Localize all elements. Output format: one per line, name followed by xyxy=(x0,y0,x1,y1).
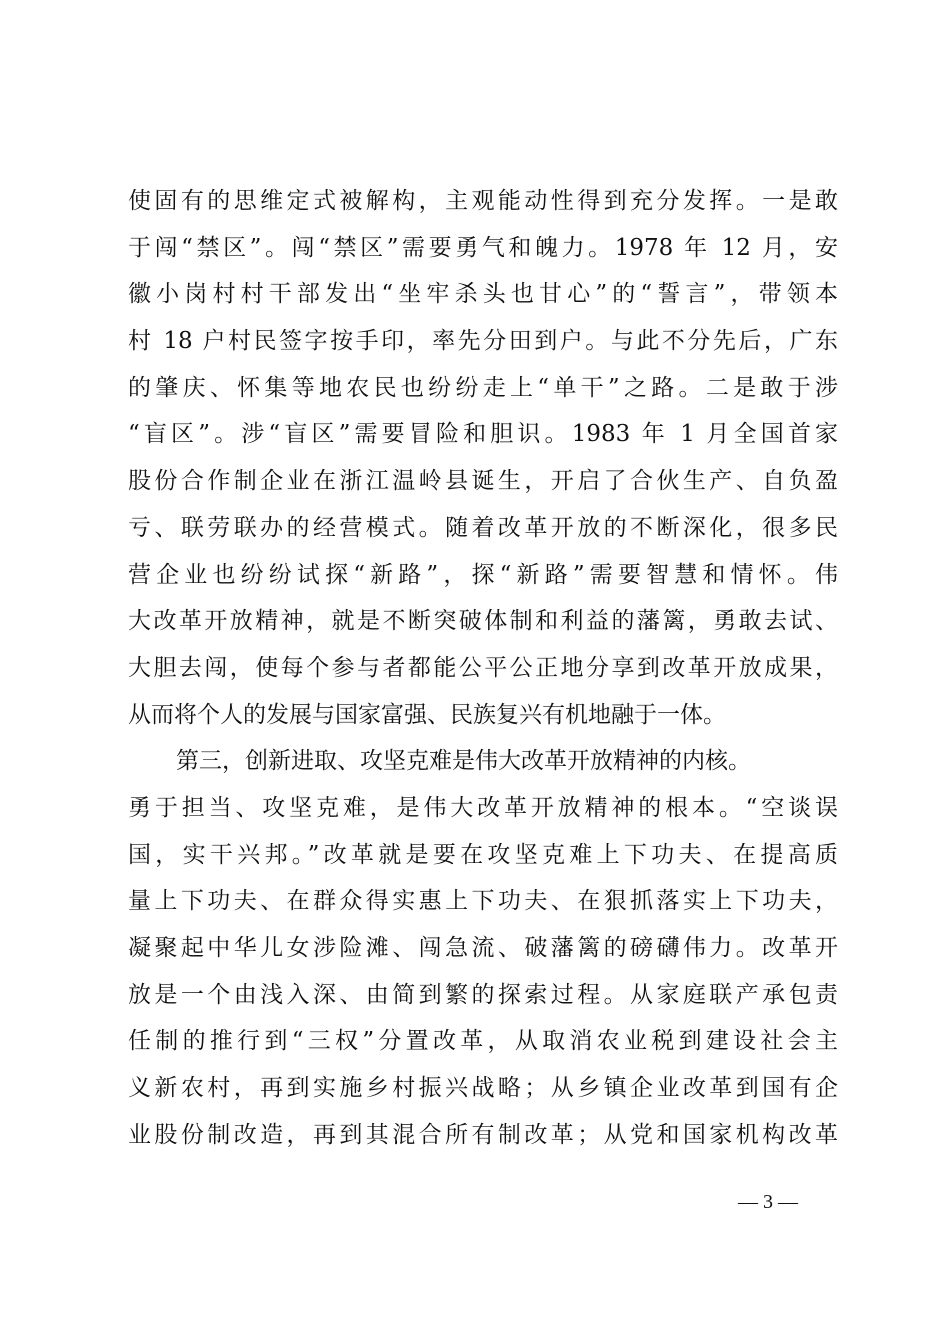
text-line: 业股份制改造，再到其混合所有制改革；从党和国家机构改革 xyxy=(128,1121,838,1148)
page-number: — 3 — xyxy=(738,1191,798,1213)
text-line: 大改革开放精神，就是不断突破体制和利益的藩篱，勇敢去试、 xyxy=(128,608,838,635)
text-line: 营企业也纷纷试探“新路”，探“新路”需要智慧和情怀。伟 xyxy=(128,561,838,588)
text-line: 任制的推行到“三权”分置改革，从取消农业税到建设社会主 xyxy=(128,1028,838,1055)
text-line: “盲区”。涉“盲区”需要冒险和胆识。1983 年 1 月全国首家 xyxy=(128,421,838,448)
text-line: 量上下功夫、在群众得实惠上下功夫、在狠抓落实上下功夫， xyxy=(128,888,838,915)
text-line: 于闯“禁区”。闯“禁区”需要勇气和魄力。1978 年 12 月，安 xyxy=(128,234,838,261)
text-line: 放是一个由浅入深、由简到繁的探索过程。从家庭联产承包责 xyxy=(128,981,838,1008)
paragraph-first-line: 第三，创新进取、攻坚克难是伟大改革开放精神的内核。 xyxy=(176,748,751,775)
text-line: 国，实干兴邦。”改革就是要在攻坚克难上下功夫、在提高质 xyxy=(128,841,838,868)
text-line: 勇于担当、攻坚克难，是伟大改革开放精神的根本。“空谈误 xyxy=(128,794,838,821)
text-line: 村 18 户村民签字按手印，率先分田到户。与此不分先后，广东 xyxy=(128,328,838,355)
text-line: 亏、联劳联办的经营模式。随着改革开放的不断深化，很多民 xyxy=(128,514,838,541)
text-line: 股份合作制企业在浙江温岭县诞生，开启了合伙生产、自负盈 xyxy=(128,468,838,495)
body-text xyxy=(128,178,838,1158)
text-line: 义新农村，再到实施乡村振兴战略；从乡镇企业改革到国有企 xyxy=(128,1075,838,1102)
text-line: 凝聚起中华儿女涉险滩、闯急流、破藩篱的磅礴伟力。改革开 xyxy=(128,935,838,961)
text-line: 徽小岗村村干部发出“坐牢杀头也甘心”的“誓言”，带领本 xyxy=(128,281,838,308)
text-line: 从而将个人的发展与国家富强、民族复兴有机地融于一体。 xyxy=(128,701,726,728)
text-line: 大胆去闯，使每个参与者都能公平公正地分享到改革开放成果， xyxy=(128,654,838,681)
text-line: 的肇庆、怀集等地农民也纷纷走上“单干”之路。二是敢于涉 xyxy=(128,374,838,401)
text-line: 使固有的思维定式被解构，主观能动性得到充分发挥。一是敢 xyxy=(128,188,838,214)
